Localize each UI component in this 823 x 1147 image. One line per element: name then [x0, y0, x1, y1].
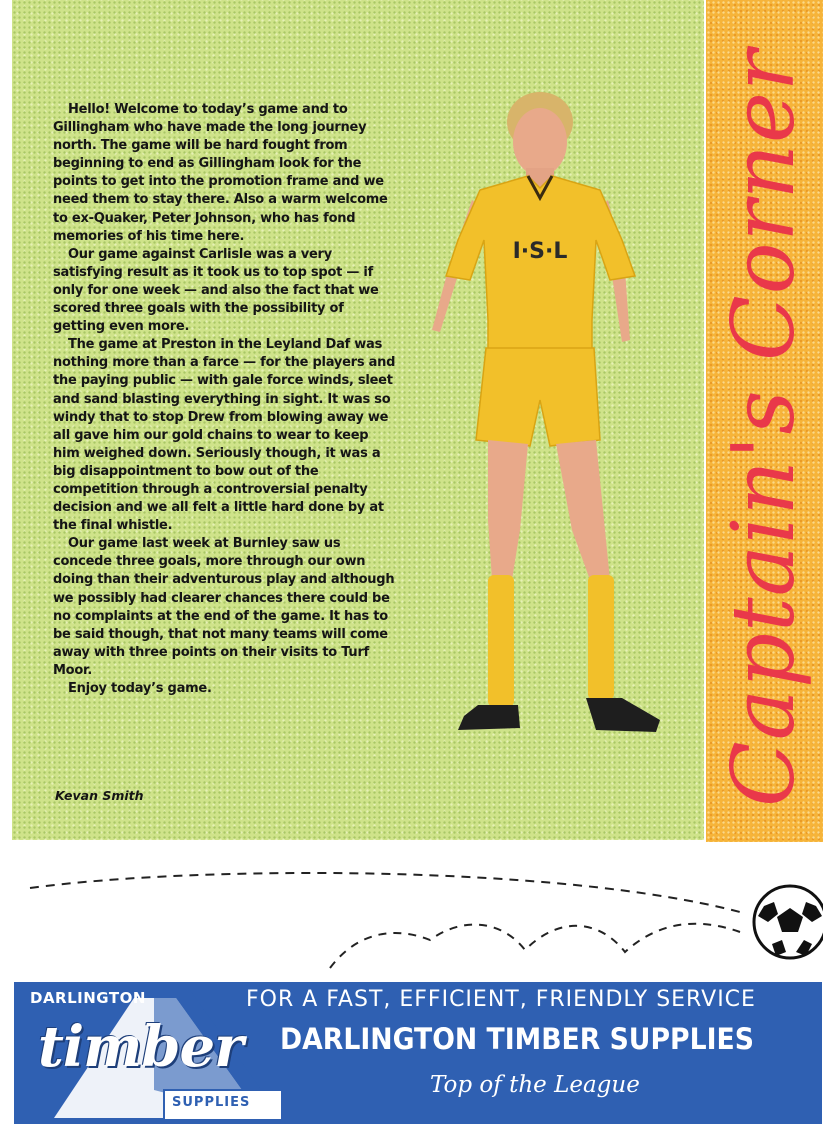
player-right-boot — [586, 698, 660, 732]
logo-supplies-text: SUPPLIES — [172, 1095, 251, 1110]
ball-trajectory-decoration — [0, 840, 823, 980]
advert-tagline: FOR A FAST, EFFICIENT, FRIENDLY SERVICE — [246, 987, 756, 1012]
article-text — [53, 101, 398, 698]
player-left-leg — [488, 440, 528, 580]
article-paragraph: Enjoy today’s game. — [68, 681, 212, 696]
author-signature: Kevan Smith — [55, 788, 144, 803]
article-paragraph: Hello! Welcome to today’s game and to Gillingham who have made the long journey north. The game will be hard fought from beginning to end as Gillingham look for the points to get into the promotion frame and we need them to stay there. Also a warm welcome to ex-Quaker, Peter Johnson, who has fond memories of his time here. — [53, 102, 388, 244]
dashed-bounces — [330, 924, 740, 968]
article-paragraph: Our game last week at Burnley saw us concede three goals, more through our own doing than their adventurous play and although we possibly had clearer chances there could be no complaints at the end of the game. It has to be said though, that not many teams will come away with three points on their visits to Turf Moor. — [53, 536, 395, 678]
player-head — [513, 108, 567, 176]
player-left-sock — [488, 575, 514, 707]
logo-timber-script: timber — [38, 1014, 243, 1080]
shirt-sponsor: I·S·L — [512, 239, 568, 264]
article-paragraph: The game at Preston in the Leyland Daf was nothing more than a farce — for the players and the paying public — with gale force winds, sleet and sand blasting everything in sight. It was so windy that to stop Drew from blowing away we all gave him our gold chains to wear to keep him weighed down. Seriously though, it was a big disappointment to bow out of the competition through a controversial penalty decision and we all felt a little hard done by at the final whistle. — [53, 337, 396, 534]
player-shorts — [476, 348, 600, 446]
player-left-boot — [458, 705, 520, 730]
player-right-sock — [588, 575, 614, 700]
player-right-leg — [556, 440, 610, 580]
logo-darlington-text: DARLINGTON — [30, 989, 146, 1007]
advert-slogan: Top of the League — [430, 1072, 640, 1098]
football-icon — [754, 886, 823, 958]
dashed-arc-top — [30, 873, 740, 912]
captains-corner-title: Captain's Corner — [714, 48, 814, 808]
article-paragraph: Our game against Carlisle was a very satisfying result as it took us to top spot — if only for one week — and also the fact that we scored three goals with the possibility of getting even more. — [53, 246, 379, 335]
advert-company-name: DARLINGTON TIMBER SUPPLIES — [280, 1022, 754, 1056]
player-photo — [360, 80, 680, 750]
